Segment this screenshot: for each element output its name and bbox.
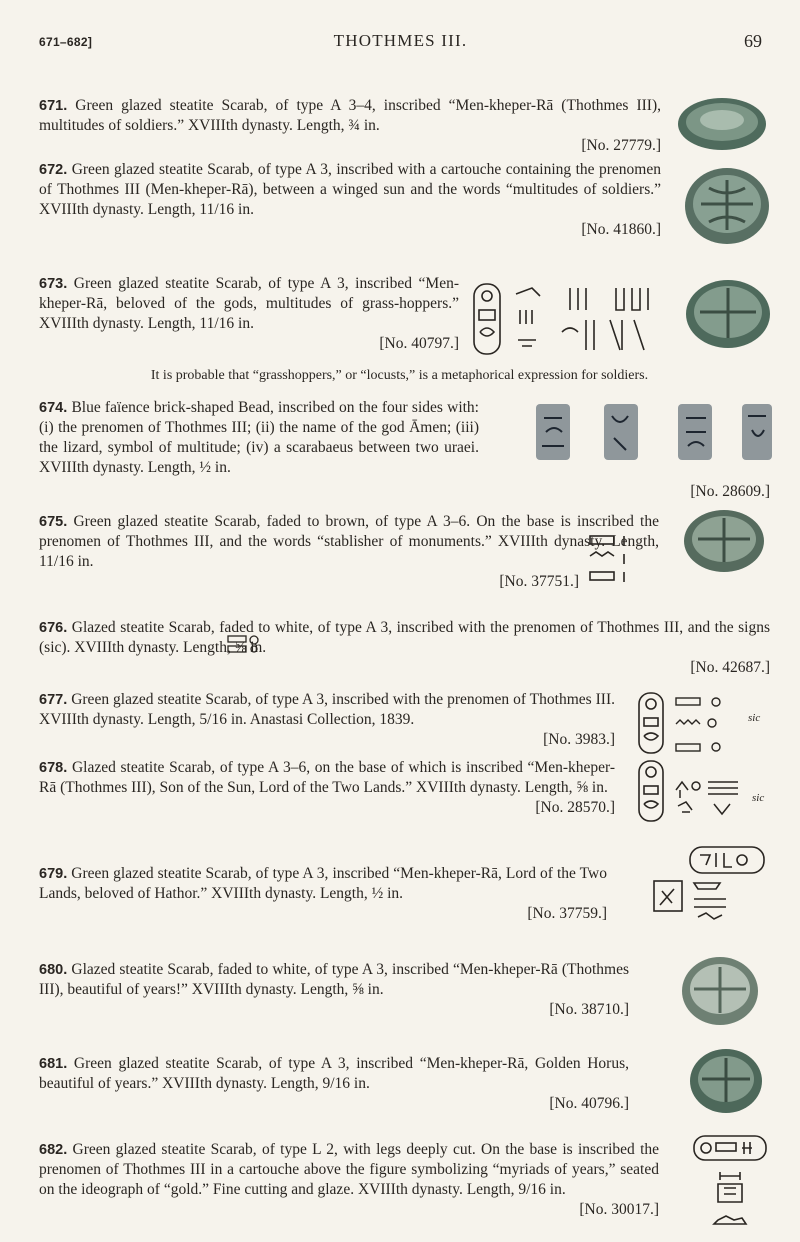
entry-number: 672. [39,162,68,178]
entry-674-number [660,482,770,502]
catalogue-number: [No. 41860.] [581,221,661,238]
entry-text: Glazed steatite Scarab, faded to white, of type A 3, inscribed with the prenomen of Thothmes III, and the signs (sic). XVIIIth dynasty. Length, ⅝ in. [39,619,771,656]
running-header [39,31,762,55]
entry-number: 682. [39,1142,68,1158]
entry-range: 671–682] [39,35,93,49]
entry-text: Glazed steatite Scarab, of type A 3–6, on the base of which is inscribed “Men-kheper-Rā (Thothmes III), Son of the Sun, Lord of the Two Lands.” XVIIIth dynasty. Length, ⅝ in. [39,759,616,796]
scarab-photo-672 [683,166,771,246]
catalogue-number: [No. 28609.] [690,483,770,500]
entry-number: 674. [39,400,68,416]
entry-672 [39,160,661,240]
entry-680 [39,960,629,1020]
entry-text: Green glazed steatite Scarab, of type A 3, inscribed “Men-kheper-Rā, Lord of the Two Lands, beloved of Hathor.” XVIIIth dynasty. Length, ½ in. [39,865,607,902]
entry-number: 678. [39,760,68,776]
entry-682 [39,1140,659,1220]
entry-675 [39,512,659,592]
hieroglyph-signs-676 [226,634,262,654]
entry-number: 675. [39,514,68,530]
sic-label-678: sic [752,792,765,804]
entry-text: Green glazed steatite Scarab, of type A 3, inscribed with the prenomen of Thothmes III. XVIIIth dynasty. Length, 5/16 in. Anastasi Collection, 1839. [39,691,615,728]
entry-number: 673. [39,276,68,292]
entry-text: Green glazed steatite Scarab, of type A 3, inscribed “Men-kheper-Rā, beloved of the gods, multitudes of grass-hoppers.” XVIIIth dynasty. Length, 11/16 in. [39,275,460,332]
entry-number: 679. [39,866,68,882]
scarab-photo-681 [688,1046,764,1116]
entry-679 [39,864,607,924]
catalogue-number: [No. 40796.] [549,1095,629,1112]
cartouche-678 [636,758,666,824]
running-title: THOTHMES III. [333,31,468,50]
hieroglyph-inscription-675 [588,532,634,584]
entry-677 [39,690,615,750]
hieroglyph-signs-678 [672,778,752,818]
hieroglyph-inscription-673 [470,280,660,358]
entry-number: 681. [39,1056,68,1072]
scarab-photo-680 [680,955,760,1027]
hieroglyph-inscription-682 [690,1132,770,1238]
catalogue-number: [No. 42687.] [690,659,770,676]
entry-text: Green glazed steatite Scarab, of type L 2, with legs deeply cut. On the base is inscribed the prenomen of Thothmes III in a cartouche above the figure symbolizing “myriads of years,” seated on the ideograph of “gold.” Fine cutting and glaze. XVIIIth dynasty. Length, 9/16 in. [39,1141,660,1198]
hieroglyph-signs-677 [674,694,732,754]
entry-673 [39,274,459,354]
entry-671 [39,96,661,156]
entry-681 [39,1054,629,1114]
catalogue-number: [No. 38710.] [549,1001,629,1018]
entry-678 [39,758,615,818]
catalogue-number: [No. 28570.] [535,799,615,816]
catalogue-number: [No. 40797.] [379,335,459,352]
entry-674 [39,398,479,478]
catalogue-number: [No. 27779.] [581,137,661,154]
scarab-photo-673 [684,276,772,352]
sic-label-677: sic [748,712,761,724]
entry-number: 676. [39,620,68,636]
scarab-photo-675 [682,508,766,574]
entry-text: Glazed steatite Scarab, faded to white, of type A 3, inscribed “Men-kheper-Rā (Thothmes III), beautiful of years!” XVIIIth dynasty. Length, ⅝ in. [39,961,629,998]
entry-text: Green glazed steatite Scarab, faded to brown, of type A 3–6. On the base is inscribed the prenomen of Thothmes III, and the words “stablisher of monuments.” XVIIIth dynasty. Length, 11/16 in. [39,513,659,570]
catalogue-number: [No. 37759.] [527,905,607,922]
catalogue-number: [No. 3983.] [543,731,615,748]
cartouche-677 [636,690,666,756]
catalogue-number: [No. 30017.] [579,1201,659,1218]
entry-text: Green glazed steatite Scarab, of type A 3, inscribed with a cartouche containing the prenomen of Thothmes III (Men-kheper-Rā), between a winged sun and the words “multitudes of soldiers.” XVIIIth dynasty. Length, 11/16 in. [39,161,661,218]
hieroglyph-inscription-679 [650,845,768,923]
footnote-grasshoppers: It is probable that “grasshoppers,” or “locusts,” is a metaphorical expression for soldiers. [150,368,649,383]
page-number: 69 [744,31,762,51]
entry-number: 680. [39,962,68,978]
entry-number: 677. [39,692,68,708]
scarab-photo-671 [677,96,767,152]
entry-text: Green glazed steatite Scarab, of type A 3, inscribed “Men-kheper-Rā, Golden Horus, beautiful of years.” XVIIIth dynasty. Length, 9/16 in. [39,1055,630,1092]
entry-number: 671. [39,98,68,114]
entry-text: Blue faïence brick-shaped Bead, inscribed on the four sides with: (i) the prenomen of Thothmes III; (ii) the name of the god Āmen; (iii) the lizard, symbol of multitude; (iv) a scarabaeus between two uraei. XVIIIth dynasty. Length, ½ in. [39,399,479,476]
entry-676 [39,618,770,678]
entry-text: Green glazed steatite Scarab, of type A 3–4, inscribed “Men-kheper-Rā (Thothmes III), multitudes of soldiers.” XVIIIth dynasty. Length, ¾ in. [39,97,661,134]
catalogue-number: [No. 37751.] [499,573,579,590]
bead-faces-674 [526,398,776,468]
